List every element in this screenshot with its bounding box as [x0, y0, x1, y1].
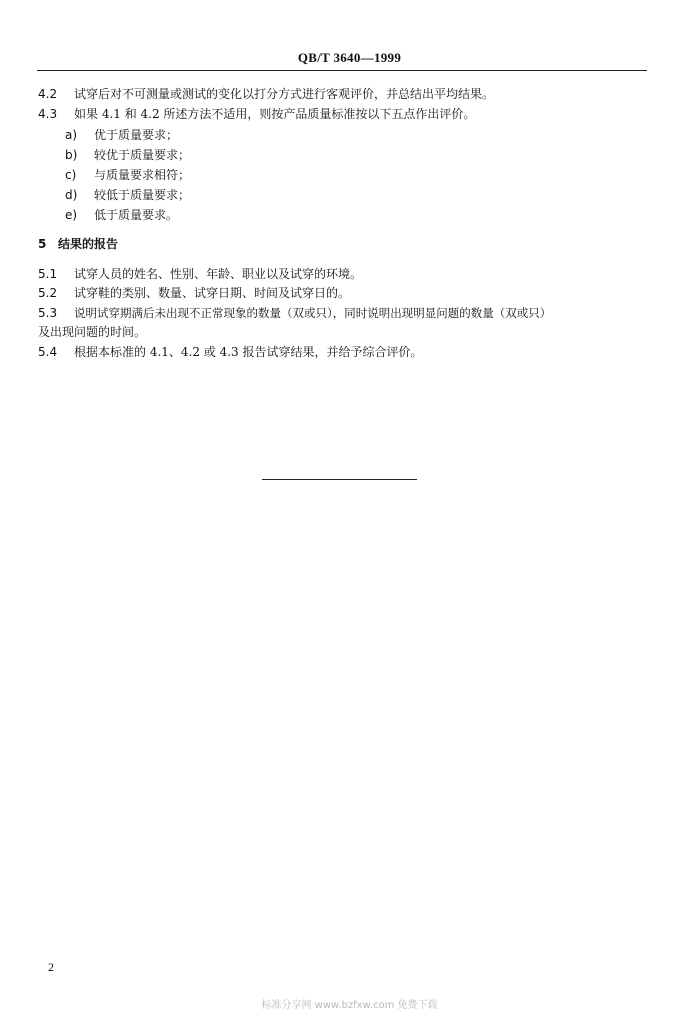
end-of-document-rule — [262, 479, 417, 480]
page-header: QB/T 3640—1999 — [297, 50, 402, 65]
section-5-number: 5 — [38, 237, 47, 251]
clause-5-4-number: 5.4 — [38, 345, 58, 359]
clause-4-2-number: 4.2 — [38, 87, 58, 101]
list-item-label: a) — [65, 128, 78, 142]
page-number: 2 — [48, 960, 54, 974]
clause-5-4-text: 根据本标准的 4.1、4.2 或 4.3 报告试穿结果，并给予综合评价。 — [74, 345, 423, 359]
clause-5-3-continuation: 及出现问题的时间。 — [38, 325, 147, 339]
clause-5-1-text: 试穿人员的姓名、性别、年龄、职业以及试穿的环境。 — [74, 267, 363, 281]
list-item-label: e) — [65, 208, 78, 222]
list-item-label: d) — [65, 188, 78, 202]
header-rule — [37, 70, 647, 71]
clause-5-1-number: 5.1 — [38, 267, 58, 281]
list-item-label: c) — [65, 168, 77, 182]
clause-4-3-text: 如果 4.1 和 4.2 所述方法不适用，则按产品质量标准按以下五点作出评价。 — [74, 107, 476, 121]
clause-5-3-number: 5.3 — [38, 306, 58, 320]
watermark: 标准分享网 www.bzfxw.com 免费下载 — [261, 1000, 438, 1011]
clause-5-2-text: 试穿鞋的类别、数量、试穿日期、时间及试穿日的。 — [74, 286, 351, 300]
clause-5-2-number: 5.2 — [38, 286, 58, 300]
clause-5-3-text: 说明试穿期满后未出现不正常现象的数量（双或只），同时说明出现明显问题的数量（双或只） — [74, 306, 552, 320]
section-5-title: 结果的报告 — [58, 237, 119, 251]
list-item-text: 较低于质量要求； — [94, 188, 191, 202]
list-item-text: 优于质量要求； — [94, 128, 179, 142]
list-item-text: 与质量要求相符； — [94, 168, 191, 182]
clause-4-2-text: 试穿后对不可测量或测试的变化以打分方式进行客观评价，并总结出平均结果。 — [74, 87, 495, 101]
list-item-label: b) — [65, 148, 78, 162]
list-item-text: 较优于质量要求； — [94, 148, 191, 162]
list-item-text: 低于质量要求。 — [94, 208, 179, 222]
clause-4-3-number: 4.3 — [38, 107, 58, 121]
